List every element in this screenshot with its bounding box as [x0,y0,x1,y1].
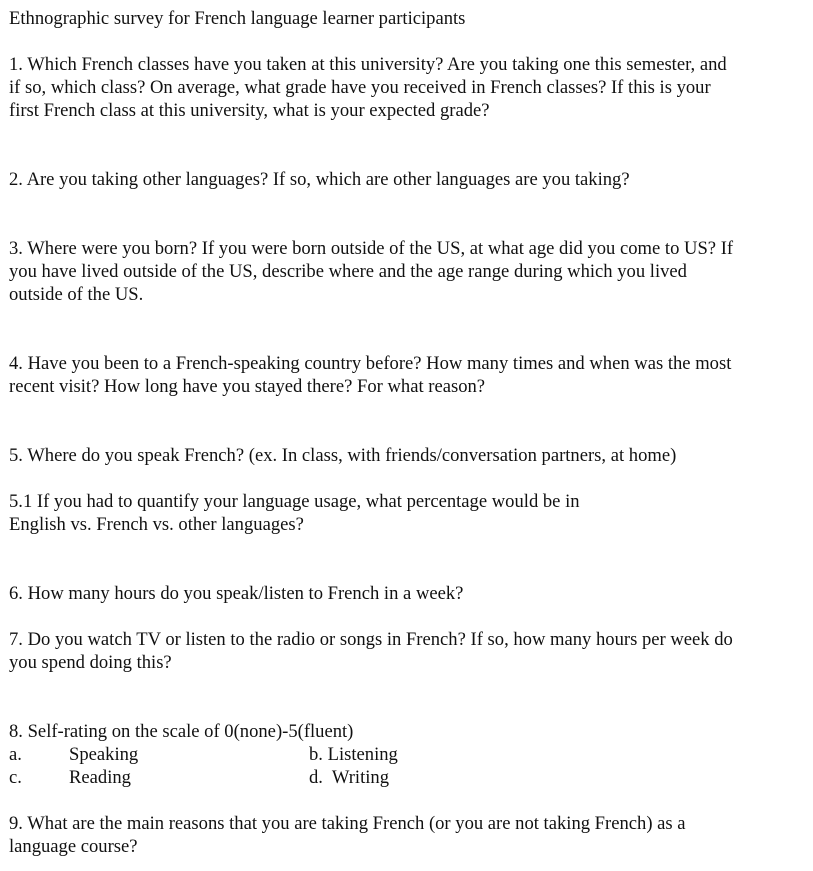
question-7-line-2: you spend doing this? [9,652,172,673]
question-5-1 [9,490,809,536]
question-8 [9,720,809,789]
question-6-line-1: 6. How many hours do you speak/listen to French in a week? [9,583,464,604]
question-3-line-3: outside of the US. [9,284,144,305]
question-5-line-1: 5. Where do you speak French? (ex. In class, with friends/conversation partners, at home) [9,445,677,466]
rating-row [9,743,809,766]
question-7 [9,628,809,674]
rating-item-skill: Reading [69,767,131,788]
question-2-line-1: 2. Are you taking other languages? If so, which are other languages are you taking? [9,169,630,190]
question-9-line-1: 9. What are the main reasons that you are taking French (or you are not taking French) as a [9,813,686,834]
question-8-heading: 8. Self-rating on the scale of 0(none)-5(fluent) [9,721,354,742]
rating-row [9,766,809,789]
question-1-line-1: 1. Which French classes have you taken at this university? Are you taking one this semester, and [9,54,727,75]
rating-item-letter: a. [9,744,22,765]
question-4-line-1: 4. Have you been to a French-speaking country before? How many times and when was the most [9,353,732,374]
rating-item-letter: c. [9,767,22,788]
question-3-line-2: you have lived outside of the US, describe where and the age range during which you lived [9,261,687,282]
question-9 [9,812,809,858]
question-4-line-2: recent visit? How long have you stayed there? For what reason? [9,376,486,397]
rating-item-skill-2: d. Writing [309,767,389,788]
question-3 [9,237,809,306]
question-5-1-line-2: English vs. French vs. other languages? [9,514,304,535]
question-1-line-3: first French class at this university, what is your expected grade? [9,100,490,121]
question-5 [9,444,809,467]
question-9-line-2: language course? [9,836,138,857]
document-title: Ethnographic survey for French language learner participants [9,8,466,29]
survey-document [9,7,809,858]
question-3-line-1: 3. Where were you born? If you were born outside of the US, at what age did you come to US? If [9,238,734,259]
rating-item-skill-2: b. Listening [309,744,398,765]
question-4 [9,352,809,398]
rating-item-skill: Speaking [69,744,139,765]
question-5-1-line-1: 5.1 If you had to quantify your language usage, what percentage would be in [9,491,580,512]
question-6 [9,582,809,605]
question-1 [9,53,809,122]
question-2 [9,168,809,191]
question-1-line-2: if so, which class? On average, what grade have you received in French classes? If this is your [9,77,711,98]
question-7-line-1: 7. Do you watch TV or listen to the radio or songs in French? If so, how many hours per week do [9,629,733,650]
